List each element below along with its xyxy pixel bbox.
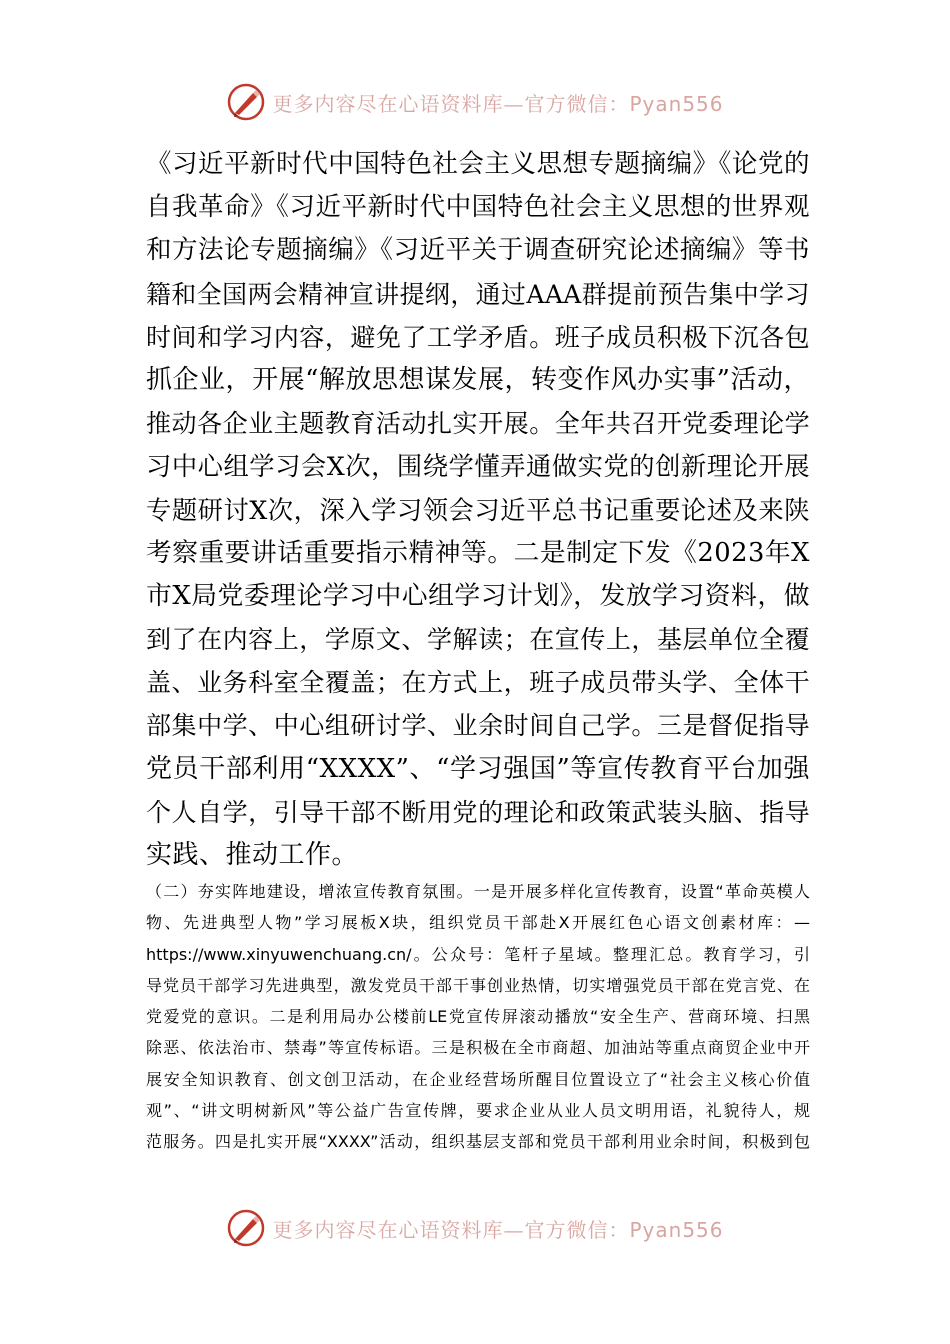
section-line: 范服务。四是扎实开展“XXXX”活动，组织基层支部和党员干部利用业余时间，积极到包 — [146, 1132, 810, 1152]
section-line: 物、先进典型人物”学习展板X块，组织党员干部赴X开展红色心语文创素材库：— — [146, 913, 810, 933]
footer-banner-label: 更多内容尽在心语资料库—官方微信： — [272, 1217, 630, 1242]
section-line: 除恶、依法治市、禁毒”等宣传标语。三是积极在全市商超、加油站等重点商贸企业中开 — [146, 1038, 810, 1058]
paragraph-line: 市X局党委理论学习中心组学习计划》，发放学习资料，做 — [146, 580, 810, 611]
paragraph-line: 籍和全国两会精神宣讲提纲，通过AAA群提前预告集中学习 — [146, 279, 810, 309]
footer-banner — [0, 1206, 950, 1250]
section-line: （二）夯实阵地建设，增浓宣传教育氛围。一是开展多样化宣传教育，设置“革命英模人 — [146, 882, 810, 901]
paragraph-line: 部集中学、中心组研讨学、业余时间自己学。三是督促指导 — [146, 711, 811, 741]
pen-logo-icon — [226, 1208, 266, 1248]
header-banner-label: 更多内容尽在心语资料库—官方微信： — [272, 91, 630, 116]
header-wechat-id: Pyan556 — [629, 91, 724, 116]
section-line: 导党员干部学习先进典型，激发党员干部干事创业热情，切实增强党员干部在党言党、在 — [146, 975, 810, 995]
paragraph-line: 《习近平新时代中国特色社会主义思想专题摘编》《论党的 — [146, 149, 810, 179]
section-line: 党爱党的意识。二是利用局办公楼前LE党宣传屏滚动播放“安全生产、营商环境、扫黑 — [146, 1007, 810, 1027]
section-two-paragraph — [146, 876, 810, 1158]
pen-logo-icon — [226, 82, 266, 122]
paragraph-line: 和方法论专题摘编》《习近平关于调查研究论述摘编》等书 — [146, 235, 810, 266]
section-line: https://www.xinyuwenchuang.cn/。公众号：笔杆子星域。整理汇总。教育学习，引 — [146, 944, 810, 964]
section-line: 观”、“讲文明树新风”等公益广告宣传牌，要求企业从业人员文明用语，礼貌待人，规 — [146, 1101, 810, 1121]
footer-banner-text — [272, 1214, 723, 1243]
paragraph-line: 专题研讨X次，深入学习领会习近平总书记重要论述及来陕 — [146, 495, 810, 525]
header-banner-text — [272, 88, 723, 117]
paragraph-line: 时间和学习内容，避免了工学矛盾。班子成员积极下沉各包 — [146, 322, 811, 352]
paragraph-line: 考察重要讲话重要指示精神等。二是制定下发《2023年X — [146, 537, 810, 568]
header-banner — [0, 80, 950, 124]
paragraph-line: 推动各企业主题教育活动扎实开展。全年共召开党委理论学 — [146, 409, 811, 439]
paragraph-line: 党员干部利用“XXXX”、“学习强国”等宣传教育平台加强 — [146, 753, 810, 784]
paragraph-line: 到了在内容上，学原文、学解读；在宣传上，基层单位全覆 — [146, 625, 811, 655]
section-line: 展安全知识教育、创文创卫活动，在企业经营场所醒目位置设立了“社会主义核心价值 — [146, 1069, 810, 1089]
main-paragraph — [146, 143, 810, 877]
paragraph-line: 习中心组学习会X次，围绕学懂弄通做实党的创新理论开展 — [146, 452, 810, 482]
footer-wechat-id: Pyan556 — [629, 1217, 724, 1242]
paragraph-line: 个人自学，引导干部不断用党的理论和政策武装头脑、指导 — [146, 797, 811, 827]
paragraph-line: 实践、推动工作。 — [146, 840, 359, 870]
paragraph-line: 盖、业务科室全覆盖；在方式上，班子成员带头学、全体干 — [146, 668, 811, 698]
paragraph-line: 抓企业，开展“解放思想谋发展，转变作风办实事”活动， — [146, 364, 810, 395]
paragraph-line: 自我革命》《习近平新时代中国特色社会主义思想的世界观 — [146, 192, 810, 223]
